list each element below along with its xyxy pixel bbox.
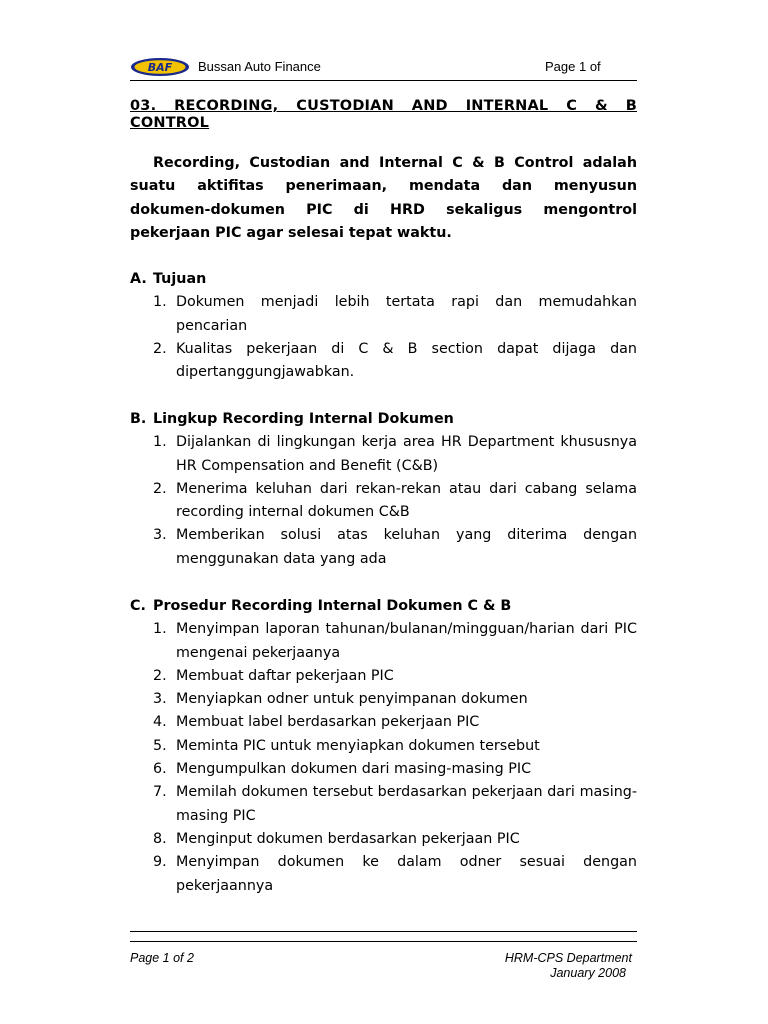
list-item-number: 2. [153,340,167,357]
list-item-number: 3. [153,691,167,708]
list-item-number: 8. [153,830,167,847]
list-item [130,524,637,571]
list-item-number: 6. [153,761,167,778]
page-header [130,54,637,81]
list-item-text: Dokumen menjadi lebih tertata rapi dan memudahkan pencarian [176,294,637,334]
list-item [130,711,637,734]
list-item-text: Menyimpan laporan tahunan/bulanan/mingguan/harian dari PIC mengenai pekerjaanya [176,621,637,661]
logo-text: BAF [147,61,173,74]
baf-logo [130,57,190,77]
list-item-text: Kualitas pekerjaan di C & B section dapat dijaga dan dipertanggungjawabkan. [176,340,637,381]
list-item-number: 5. [153,737,167,754]
list-item-number: 2. [153,480,167,497]
header-page-number: Page 1 of [545,59,601,74]
list-item-text: Dijalankan di lingkungan kerja area HR Department khususnya HR Compensation and Benefit (C&B) [176,434,637,474]
list-item-number: 4. [153,714,167,731]
footer-department: HRM-CPS Department [504,951,632,965]
list-item-text: Menginput dokumen berdasarkan pekerjaan PIC [176,830,520,847]
numbered-list [130,618,637,898]
list-item [130,618,637,665]
list-item [130,478,637,525]
list-item-number: 1. [153,294,167,311]
intro-paragraph: Recording, Custodian and Internal C & B Control adalah suatu aktifitas penerimaan, mendata dan menyusun dokumen-dokumen PIC di HRD sekaligus mengontrol pekerjaan PIC agar selesai tepat waktu. [130,155,637,241]
list-item-number: 1. [153,434,167,451]
list-item [130,431,637,478]
list-item [130,735,637,758]
document-title [130,98,637,132]
list-item-text: Menyimpan dokumen ke dalam odner sesuai dengan pekerjaannya [176,854,637,894]
list-item [130,665,637,688]
list-item [130,291,637,338]
section-heading [130,408,637,431]
list-item-number: 2. [153,667,167,684]
section-heading [130,595,637,618]
list-item [130,851,637,898]
list-item-text: Membuat daftar pekerjaan PIC [176,667,394,684]
list-item-text: Meminta PIC untuk menyiapkan dokumen tersebut [176,737,540,754]
list-item [130,781,637,828]
section-tujuan [130,268,637,384]
numbered-list [130,291,637,384]
list-item [130,338,637,385]
footer-divider-top [130,931,637,932]
title-line-2: CONTROL [130,115,210,131]
section-title: Prosedur Recording Internal Dokumen C & B [153,598,512,614]
section-title: Tujuan [153,271,207,287]
list-item-text: Menerima keluhan dari rekan-rekan atau dari cabang selama recording internal dokumen C&B [176,480,637,521]
list-item-text: Membuat label berdasarkan pekerjaan PIC [176,714,480,731]
list-item-text: Menyiapkan odner untuk penyimpanan dokumen [176,691,528,708]
title-line-1: 03. RECORDING, CUSTODIAN AND INTERNAL C & B [130,98,637,114]
list-item-number: 9. [153,854,167,871]
section-title: Lingkup Recording Internal Dokumen [153,411,454,427]
section-letter: A. [130,271,147,287]
company-name: Bussan Auto Finance [198,59,321,74]
list-item [130,688,637,711]
list-item-text: Memilah dokumen tersebut berdasarkan pekerjaan dari masing-masing PIC [176,784,637,824]
footer-divider-bottom [130,941,637,942]
list-item-number: 7. [153,784,167,801]
section-lingkup [130,408,637,571]
section-heading [130,268,637,291]
section-letter: C. [130,598,146,614]
list-item-number: 1. [153,621,167,638]
list-item [130,828,637,851]
footer-date: January 2008 [550,966,626,980]
footer-page-number: Page 1 of 2 [130,951,194,965]
list-item-text: Mengumpulkan dokumen dari masing-masing PIC [176,761,532,778]
list-item [130,758,637,781]
section-prosedur [130,595,637,898]
section-letter: B. [130,411,147,427]
footer-info [505,951,632,981]
list-item-text: Memberikan solusi atas keluhan yang diterima dengan menggunakan data yang ada [176,527,637,567]
list-item-number: 3. [153,527,167,544]
numbered-list [130,431,637,571]
